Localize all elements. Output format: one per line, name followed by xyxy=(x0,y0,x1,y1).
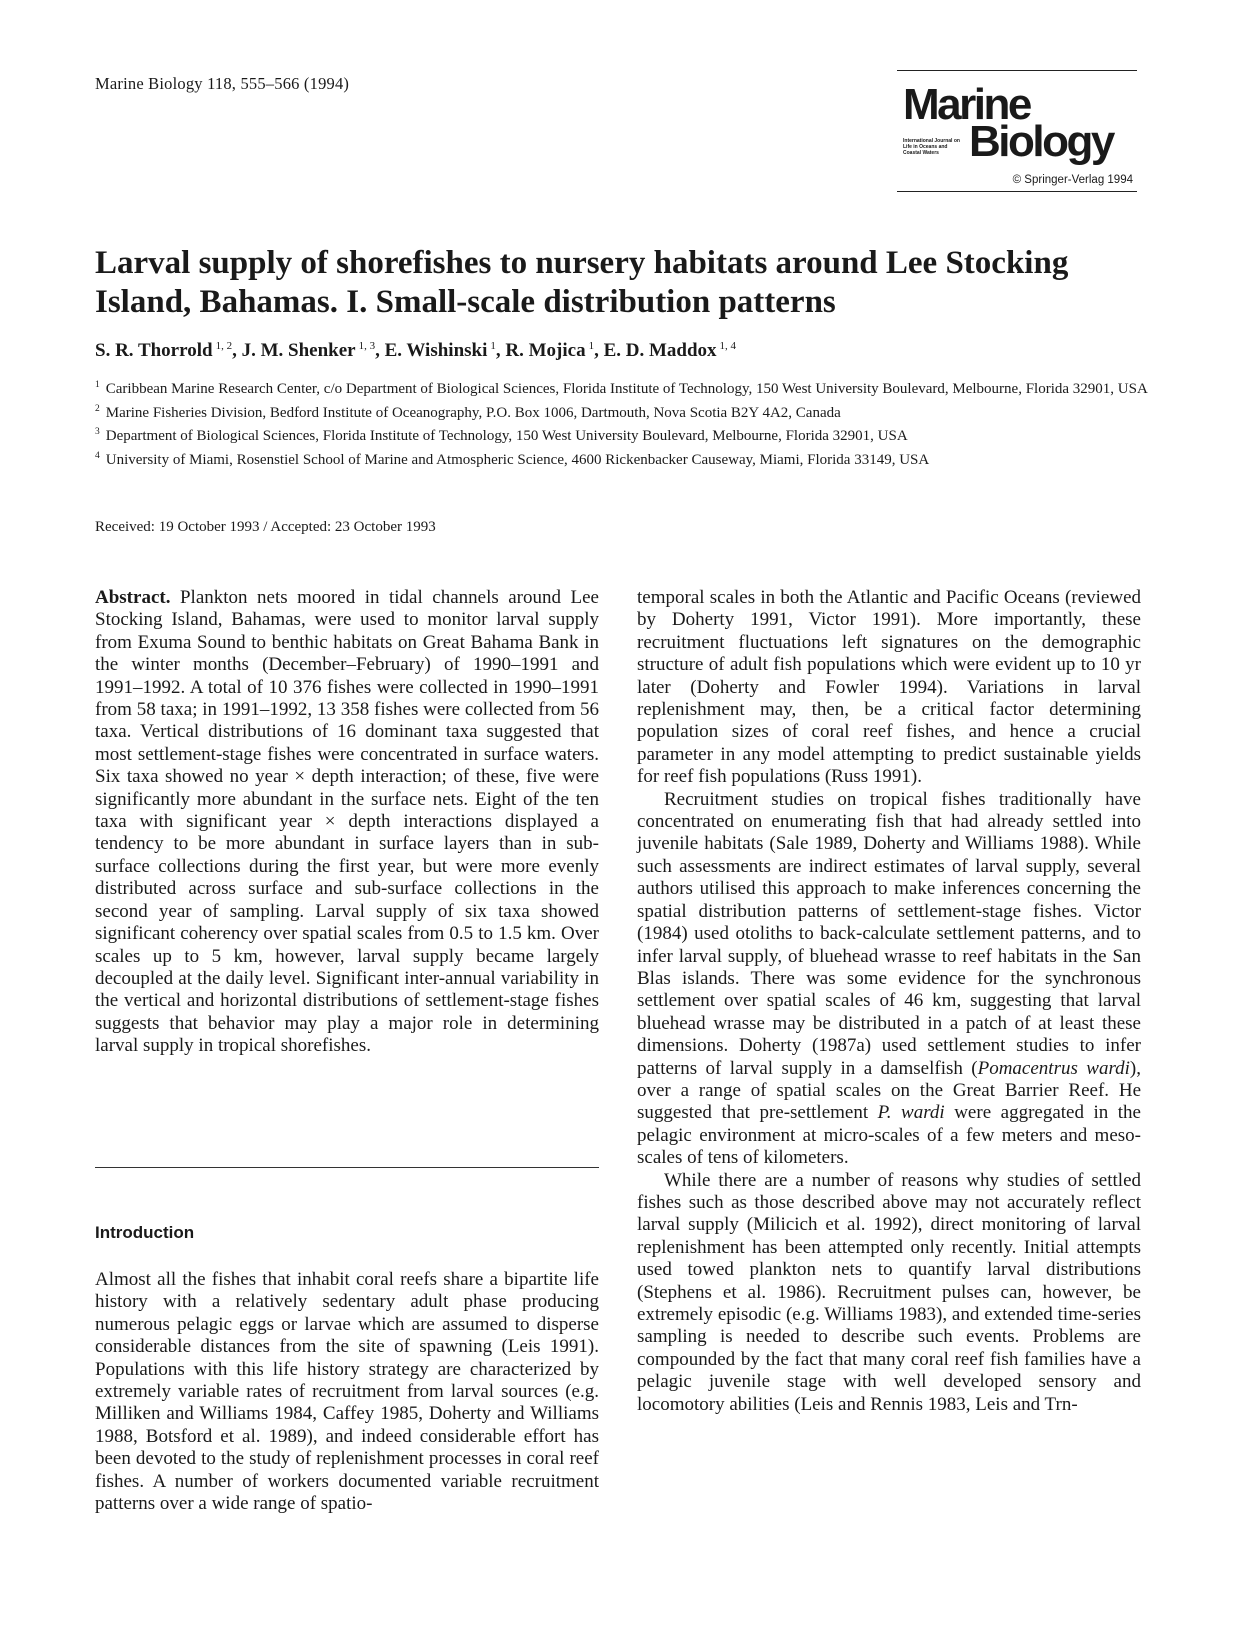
author: J. M. Shenker $^{1, 3}$, xyxy=(241,340,385,361)
copyright: © Springer-Verlag 1994 xyxy=(1012,174,1133,186)
abstract-text: Plankton nets moored in tidal channels around Lee Stocking Island, Bahamas, were used to monitor larval supply from Exuma Sound to benthic habitats on Great Bahama Bank in the winter months (December–February) of 1990–1991 and 1991–1992. A total of 10 376 fishes were collected in 1990–1991 from 58 taxa; in 1991–1992, 13 358 fishes were collected from 56 taxa. Vertical distributions of 16 dominant taxa suggested that most settlement-stage fishes were concentrated in surface waters. Six taxa showed no year × depth interaction; of these, five were significantly more abundant in the surface nets. Eight of the ten taxa with significant year × depth interactions displayed a tendency to be more abundant in surface layers than in sub-surface collections during the first year, but were more evenly distributed across surface and sub-surface collections in the second year of sampling. Larval supply of six taxa showed significant coherency over spatial scales from 0.5 to 1.5 km. Over scales up to 5 km, however, larval supply became largely decoupled at the daily level. Significant inter-annual variability in the vertical and horizontal distributions of settlement-stage fishes suggests that behavior may play a major role in determining larval supply in tropical shorefishes. xyxy=(95,587,599,1057)
author-list xyxy=(95,340,736,362)
journal-citation: Marine Biology 118, 555–566 (1994) xyxy=(95,74,350,93)
affiliation: $^3$ Department of Biological Sciences, Florida Institute of Technology, 150 West University Boulevard, Melbourne, Florida 32901, USA xyxy=(95,427,908,444)
paragraph: While there are a number of reasons why studies of settled fishes such as those described above may not accurately reflect larval supply (Milicich et al. 1992), direct monitoring of larval replenishment has been attempted only recently. Initial attempts used towed plankton nets to quantify larval distributions (Stephens et al. 1986). Recruitment pulses can, however, be extremely episodic (e.g. Williams 1983), and extended time-series sampling is needed to describe such events. Problems are compounded by the fact that many coral reef fish families have a pelagic juvenile stage with well developed sensory and locomotory abilities (Leis and Rennis 1983, Leis and Trn- xyxy=(637,1169,1141,1415)
paragraph: temporal scales in both the Atlantic and Pacific Oceans (reviewed by Doherty 1991, Victor 1991). More importantly, these recruitment fluctuations left signatures on the demographic structure of adult fish populations which were evident up to 10 yr later (Doherty and Fowler 1994). Variations in larval replenishment may, then, be a critical factor determining population sizes of coral reef fishes, and hence a crucial parameter in any model attempting to predict sustainable yields for reef fish populations (Russ 1991). xyxy=(637,587,1141,788)
abstract-label: Abstract. xyxy=(95,587,171,608)
received-accepted-dates: Received: 19 October 1993 / Accepted: 23 October 1993 xyxy=(95,519,436,535)
author: R. Mojica $^1$, xyxy=(505,340,604,361)
journal-logo xyxy=(897,70,1137,192)
section-heading-introduction: Introduction xyxy=(95,1223,195,1242)
right-column-text xyxy=(637,587,1141,1416)
section-divider xyxy=(95,1167,599,1168)
abstract xyxy=(95,587,599,1058)
logo-top-rule xyxy=(897,70,1137,71)
author: E. D. Maddox $^{1, 4}$ xyxy=(603,340,737,361)
logo-word-marine: Marine xyxy=(903,80,1030,129)
introduction-paragraph: Almost all the fishes that inhabit coral reefs share a bipartite life history with a relatively sedentary adult phase producing numerous pelagic eggs or larvae which are assumed to disperse considerable distances from the site of spawning (Leis 1991). Populations with this life history strategy are characterized by extremely variable rates of recruitment from larval sources (e.g. Milliken and Williams 1984, Caffey 1985, Doherty and Williams 1988, Botsford et al. 1989), and indeed considerable effort has been devoted to the study of replenishment processes in coral reef fishes. A number of workers documented variable recruitment patterns over a wide range of spatio- xyxy=(95,1269,599,1515)
paragraph: Recruitment studies on tropical fishes traditionally have concentrated on enumerating fish that had already settled into juvenile habitats (Sale 1989, Doherty and Williams 1988). While such assessments are indirect estimates of larval supply, several authors utilised this approach to make inferences concerning the spatial distribution patterns of settlement-stage fishes. Victor (1984) used otoliths to back-calculate settlement patterns, and to infer larval supply, of bluehead wrasse to reef habitats in the San Blas islands. There was some evidence for the synchronous settlement over spatial scales of 46 km, suggesting that larval bluehead wrasse may be distributed in a patch of at least these dimensions. Doherty (1987a) used settlement studies to infer patterns of larval supply in a damselfish (Pomacentrus wardi), over a range of spatial scales on the Great Barrier Reef. He suggested that pre-settlement P. wardi were aggregated in the pelagic environment at micro-scales of a few meters and meso-scales of tens of kilometers. xyxy=(637,788,1141,1169)
logo-tagline: International Journal on Life in Oceans and Coastal Waters xyxy=(903,138,960,156)
author: E. Wishinski $^1$, xyxy=(384,340,506,361)
affiliations xyxy=(95,376,1150,470)
logo-word-biology: Biology xyxy=(969,117,1113,166)
author: S. R. Thorrold $^{1, 2}$, xyxy=(95,340,242,361)
affiliation: $^4$ University of Miami, Rosenstiel School of Marine and Atmospheric Science, 4600 Rickenbacker Causeway, Miami, Florida 33149, USA xyxy=(95,450,930,468)
affiliation: $^1$ Caribbean Marine Research Center, c/o Department of Biological Sciences, Florida Institute of Technology, 150 West University Boulevard, Melbourne, Florida 32901, USA xyxy=(95,380,1148,397)
logo-bottom-rule xyxy=(897,191,1137,192)
affiliation: $^2$ Marine Fisheries Division, Bedford Institute of Oceanography, P.O. Box 1006, Dartmouth, Nova Scotia B2Y 4A2, Canada xyxy=(95,403,841,421)
article-title: Larval supply of shorefishes to nursery habitats around Lee Stocking Island, Bahamas. I. Small-scale distribution patterns xyxy=(95,245,1069,320)
